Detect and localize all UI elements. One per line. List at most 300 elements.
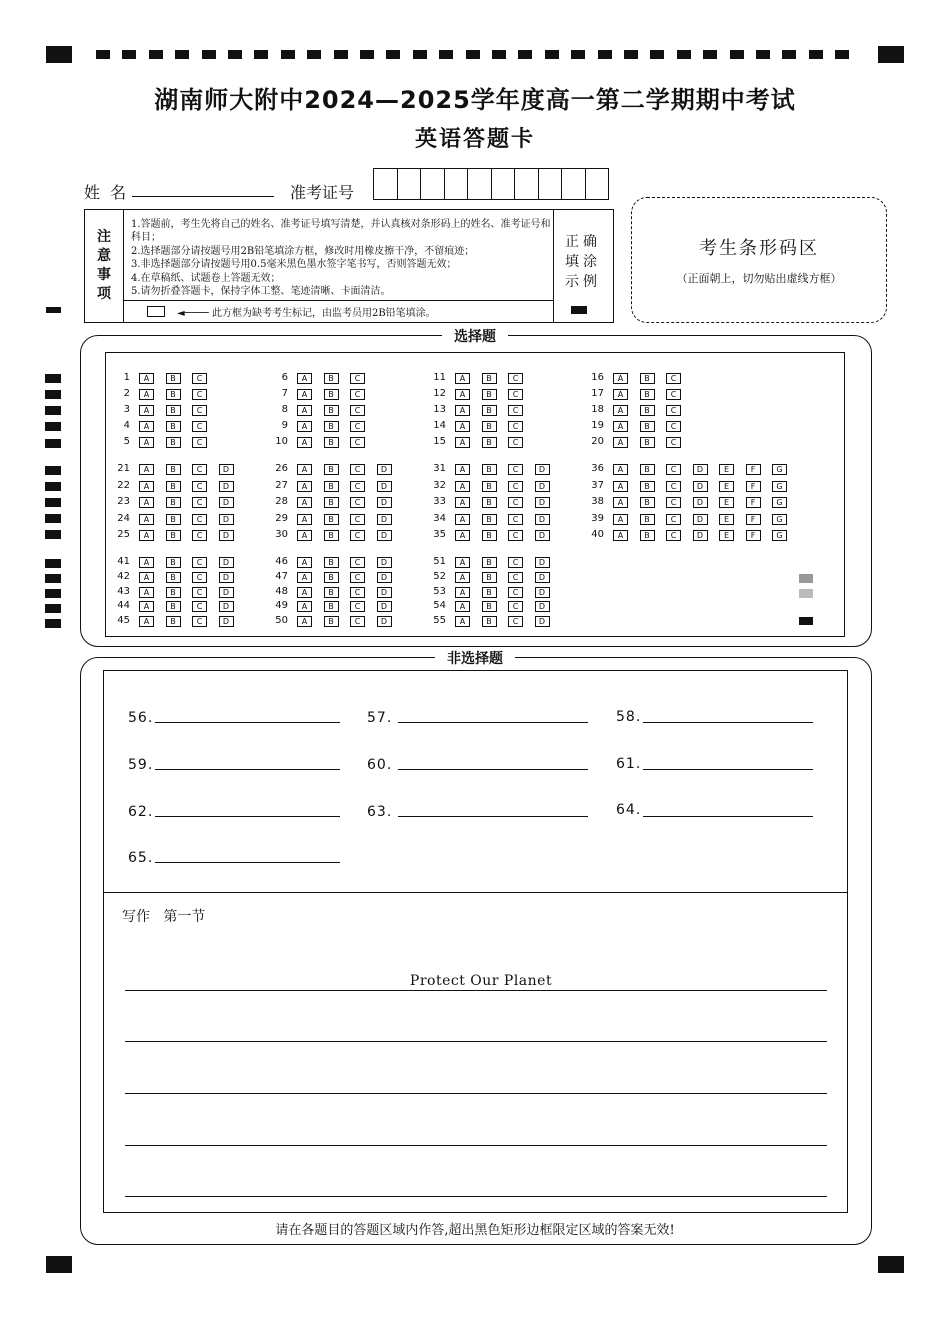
option-bubble-a[interactable]: A xyxy=(455,464,470,475)
option-bubble-a[interactable]: A xyxy=(297,437,312,448)
blank-answer-line[interactable] xyxy=(398,722,588,723)
option-bubble-a[interactable]: A xyxy=(139,464,154,475)
option-bubble-d[interactable]: D xyxy=(219,464,234,475)
option-bubble-c[interactable]: C xyxy=(350,389,365,400)
option-bubble-a[interactable]: A xyxy=(139,587,154,598)
option-bubble-a[interactable]: A xyxy=(455,389,470,400)
option-bubble-d[interactable]: D xyxy=(535,616,550,627)
option-bubble-f[interactable]: F xyxy=(746,464,761,475)
option-bubble-d[interactable]: D xyxy=(377,587,392,598)
option-bubble-b[interactable]: B xyxy=(166,389,181,400)
option-bubble-b[interactable]: B xyxy=(482,405,497,416)
option-bubble-c[interactable]: C xyxy=(666,389,681,400)
timing-mark xyxy=(466,50,480,59)
option-bubble-b[interactable]: B xyxy=(324,616,339,627)
option-bubble-b[interactable]: B xyxy=(166,421,181,432)
blank-number: 56. xyxy=(128,710,154,726)
option-bubble-b[interactable]: B xyxy=(324,421,339,432)
option-bubble-b[interactable]: B xyxy=(640,421,655,432)
notes-divider xyxy=(123,300,553,301)
option-bubble-d[interactable]: D xyxy=(219,530,234,541)
option-bubble-a[interactable]: A xyxy=(297,530,312,541)
option-bubble-a[interactable]: A xyxy=(455,587,470,598)
option-bubble-e[interactable]: E xyxy=(719,530,734,541)
question-number: 14 xyxy=(433,420,446,431)
option-bubble-g[interactable]: G xyxy=(772,530,787,541)
option-bubble-a[interactable]: A xyxy=(297,587,312,598)
blank-answer-line[interactable] xyxy=(398,816,588,817)
blank-answer-line[interactable] xyxy=(398,769,588,770)
option-bubble-c[interactable]: C xyxy=(350,587,365,598)
option-bubble-c[interactable]: C xyxy=(192,530,207,541)
note-item: 4.在草稿纸、试题卷上答题无效； xyxy=(131,272,281,284)
option-bubble-c[interactable]: C xyxy=(508,557,523,568)
option-bubble-f[interactable]: F xyxy=(746,514,761,525)
timing-mark xyxy=(45,422,61,431)
timing-mark xyxy=(228,50,242,59)
option-bubble-d[interactable]: D xyxy=(535,587,550,598)
option-bubble-b[interactable]: B xyxy=(640,464,655,475)
option-bubble-a[interactable]: A xyxy=(139,405,154,416)
option-bubble-a[interactable]: A xyxy=(455,601,470,612)
option-bubble-c[interactable]: C xyxy=(508,616,523,627)
option-bubble-c[interactable]: C xyxy=(666,421,681,432)
option-bubble-b[interactable]: B xyxy=(166,572,181,583)
option-bubble-e[interactable]: E xyxy=(719,497,734,508)
option-bubble-c[interactable]: C xyxy=(350,572,365,583)
option-bubble-c[interactable]: C xyxy=(508,437,523,448)
option-bubble-b[interactable]: B xyxy=(640,530,655,541)
question-number: 53 xyxy=(433,585,446,597)
question-number: 31 xyxy=(433,463,446,474)
option-bubble-b[interactable]: B xyxy=(324,405,339,416)
option-bubble-b[interactable]: B xyxy=(166,373,181,384)
option-bubble-f[interactable]: F xyxy=(746,530,761,541)
option-bubble-c[interactable]: C xyxy=(508,572,523,583)
timing-mark xyxy=(45,604,61,613)
option-bubble-a[interactable]: A xyxy=(455,514,470,525)
option-bubble-d[interactable]: D xyxy=(535,601,550,612)
blank-number: 65. xyxy=(128,850,154,866)
option-bubble-a[interactable]: A xyxy=(139,437,154,448)
option-bubble-b[interactable]: B xyxy=(166,557,181,568)
option-bubble-c[interactable]: C xyxy=(666,373,681,384)
question-number: 1 xyxy=(123,372,130,383)
scan-mark-gray-2 xyxy=(799,589,813,598)
option-bubble-a[interactable]: A xyxy=(139,557,154,568)
question-number: 24 xyxy=(117,512,130,524)
option-bubble-a[interactable]: A xyxy=(139,572,154,583)
option-bubble-f[interactable]: F xyxy=(746,497,761,508)
option-bubble-d[interactable]: D xyxy=(219,481,234,492)
option-bubble-b[interactable]: B xyxy=(324,481,339,492)
option-bubble-b[interactable]: B xyxy=(640,437,655,448)
blank-number: 58. xyxy=(616,709,642,725)
option-bubble-f[interactable]: F xyxy=(746,481,761,492)
option-bubble-b[interactable]: B xyxy=(482,421,497,432)
option-bubble-a[interactable]: A xyxy=(455,421,470,432)
option-bubble-c[interactable]: C xyxy=(192,587,207,598)
option-bubble-c[interactable]: C xyxy=(192,616,207,627)
option-bubble-b[interactable]: B xyxy=(640,405,655,416)
option-bubble-b[interactable]: B xyxy=(166,601,181,612)
absent-mark-box[interactable] xyxy=(147,306,165,317)
question-number: 37 xyxy=(591,479,604,491)
option-bubble-a[interactable]: A xyxy=(455,572,470,583)
option-bubble-a[interactable]: A xyxy=(139,530,154,541)
option-bubble-a[interactable]: A xyxy=(613,497,628,508)
option-bubble-a[interactable]: A xyxy=(455,616,470,627)
question-number: 23 xyxy=(117,496,130,507)
option-bubble-b[interactable]: B xyxy=(482,373,497,384)
timing-mark xyxy=(96,50,110,59)
option-bubble-d[interactable]: D xyxy=(219,514,234,525)
timing-mark xyxy=(518,50,532,59)
option-bubble-b[interactable]: B xyxy=(482,497,497,508)
option-bubble-c[interactable]: C xyxy=(508,601,523,612)
option-bubble-b[interactable]: B xyxy=(482,587,497,598)
option-bubble-a[interactable]: A xyxy=(455,373,470,384)
option-bubble-b[interactable]: B xyxy=(482,616,497,627)
option-bubble-c[interactable]: C xyxy=(350,530,365,541)
option-bubble-b[interactable]: B xyxy=(640,373,655,384)
option-bubble-a[interactable]: A xyxy=(613,437,628,448)
timing-mark xyxy=(45,619,61,628)
choice-inner-frame xyxy=(105,352,845,637)
option-bubble-a[interactable]: A xyxy=(455,557,470,568)
timing-mark xyxy=(730,50,744,59)
blank-answer-line[interactable] xyxy=(643,816,813,817)
option-bubble-d[interactable]: D xyxy=(377,572,392,583)
option-bubble-c[interactable]: C xyxy=(666,437,681,448)
writing-line[interactable] xyxy=(125,990,827,991)
option-bubble-c[interactable]: C xyxy=(192,557,207,568)
option-bubble-c[interactable]: C xyxy=(666,481,681,492)
option-bubble-c[interactable]: C xyxy=(350,373,365,384)
option-bubble-d[interactable]: D xyxy=(535,464,550,475)
timing-mark xyxy=(175,50,189,59)
notes-box xyxy=(84,209,614,323)
option-bubble-c[interactable]: C xyxy=(666,514,681,525)
option-bubble-c[interactable]: C xyxy=(508,514,523,525)
option-bubble-a[interactable]: A xyxy=(613,421,628,432)
option-bubble-b[interactable]: B xyxy=(482,572,497,583)
timing-mark xyxy=(202,50,216,59)
timing-mark xyxy=(492,50,506,59)
option-bubble-d[interactable]: D xyxy=(377,497,392,508)
option-bubble-a[interactable]: A xyxy=(297,405,312,416)
option-bubble-c[interactable]: C xyxy=(350,557,365,568)
option-bubble-b[interactable]: B xyxy=(166,514,181,525)
blank-answer-line[interactable] xyxy=(643,722,813,723)
option-bubble-d[interactable]: D xyxy=(535,530,550,541)
option-bubble-c[interactable]: C xyxy=(192,497,207,508)
question-number: 46 xyxy=(275,556,288,567)
option-bubble-a[interactable]: A xyxy=(139,421,154,432)
option-bubble-e[interactable]: E xyxy=(719,514,734,525)
name-label: 姓 名 xyxy=(84,183,127,202)
timing-mark xyxy=(756,50,770,59)
option-bubble-d[interactable]: D xyxy=(219,572,234,583)
option-bubble-d[interactable]: D xyxy=(693,481,708,492)
writing-line[interactable] xyxy=(125,1041,827,1042)
writing-line[interactable] xyxy=(125,1145,827,1146)
option-bubble-c[interactable]: C xyxy=(508,405,523,416)
option-bubble-a[interactable]: A xyxy=(455,497,470,508)
option-bubble-g[interactable]: G xyxy=(772,464,787,475)
option-bubble-d[interactable]: D xyxy=(219,601,234,612)
option-bubble-b[interactable]: B xyxy=(324,572,339,583)
option-bubble-d[interactable]: D xyxy=(219,616,234,627)
barcode-title: 考生条形码区 xyxy=(699,238,819,259)
option-bubble-b[interactable]: B xyxy=(166,481,181,492)
option-bubble-g[interactable]: G xyxy=(772,481,787,492)
timing-mark xyxy=(45,514,61,523)
question-number: 29 xyxy=(275,512,288,524)
corner-mark-bottom-left xyxy=(46,1256,72,1273)
option-bubble-a[interactable]: A xyxy=(297,421,312,432)
option-bubble-b[interactable]: B xyxy=(324,514,339,525)
question-number: 27 xyxy=(275,479,288,491)
option-bubble-b[interactable]: B xyxy=(166,530,181,541)
option-bubble-c[interactable]: C xyxy=(350,421,365,432)
option-bubble-b[interactable]: B xyxy=(482,514,497,525)
option-bubble-e[interactable]: E xyxy=(719,464,734,475)
option-bubble-a[interactable]: A xyxy=(139,601,154,612)
option-bubble-c[interactable]: C xyxy=(192,481,207,492)
option-bubble-c[interactable]: C xyxy=(350,497,365,508)
option-bubble-c[interactable]: C xyxy=(508,421,523,432)
option-bubble-a[interactable]: A xyxy=(297,497,312,508)
writing-line[interactable] xyxy=(125,1196,827,1197)
option-bubble-a[interactable]: A xyxy=(455,530,470,541)
option-bubble-a[interactable]: A xyxy=(297,389,312,400)
option-bubble-d[interactable]: D xyxy=(219,587,234,598)
option-bubble-d[interactable]: D xyxy=(535,514,550,525)
option-bubble-d[interactable]: D xyxy=(377,481,392,492)
question-number: 9 xyxy=(281,420,288,431)
question-number: 43 xyxy=(117,585,130,597)
option-bubble-b[interactable]: B xyxy=(640,481,655,492)
option-bubble-d[interactable]: D xyxy=(535,557,550,568)
option-bubble-a[interactable]: A xyxy=(139,514,154,525)
option-bubble-c[interactable]: C xyxy=(350,601,365,612)
option-bubble-a[interactable]: A xyxy=(455,405,470,416)
option-bubble-b[interactable]: B xyxy=(482,481,497,492)
option-bubble-c[interactable]: C xyxy=(350,616,365,627)
option-bubble-c[interactable]: C xyxy=(508,530,523,541)
option-bubble-d[interactable]: D xyxy=(535,497,550,508)
option-bubble-a[interactable]: A xyxy=(297,481,312,492)
option-bubble-c[interactable]: C xyxy=(666,405,681,416)
timing-mark xyxy=(45,466,61,475)
option-bubble-a[interactable]: A xyxy=(297,572,312,583)
option-bubble-b[interactable]: B xyxy=(640,497,655,508)
option-bubble-b[interactable]: B xyxy=(482,601,497,612)
option-bubble-b[interactable]: B xyxy=(482,530,497,541)
blank-answer-line[interactable] xyxy=(643,769,813,770)
option-bubble-a[interactable]: A xyxy=(613,464,628,475)
option-bubble-d[interactable]: D xyxy=(377,601,392,612)
option-bubble-a[interactable]: A xyxy=(297,616,312,627)
option-bubble-a[interactable]: A xyxy=(455,437,470,448)
question-number: 5 xyxy=(123,436,130,447)
option-bubble-a[interactable]: A xyxy=(139,616,154,627)
option-bubble-d[interactable]: D xyxy=(693,497,708,508)
nonchoice-inner-frame xyxy=(103,670,848,1213)
correct-fill-example xyxy=(571,306,587,314)
option-bubble-a[interactable]: A xyxy=(613,405,628,416)
option-bubble-c[interactable]: C xyxy=(350,464,365,475)
option-bubble-a[interactable]: A xyxy=(297,514,312,525)
correct-fill-label: 正确填涂示例 xyxy=(565,234,601,290)
note-item: 2.选择题部分请按题号用2B铅笔填涂方框，修改时用橡皮擦干净，不留痕迹； xyxy=(131,245,475,257)
option-bubble-c[interactable]: C xyxy=(192,437,207,448)
option-bubble-e[interactable]: E xyxy=(719,481,734,492)
option-bubble-c[interactable]: C xyxy=(350,405,365,416)
option-bubble-c[interactable]: C xyxy=(508,587,523,598)
exam-id-grid[interactable] xyxy=(373,168,609,200)
timing-mark xyxy=(624,50,638,59)
question-number: 49 xyxy=(275,600,288,612)
option-bubble-b[interactable]: B xyxy=(324,464,339,475)
option-bubble-c[interactable]: C xyxy=(508,373,523,384)
option-bubble-c[interactable]: C xyxy=(192,405,207,416)
option-bubble-c[interactable]: C xyxy=(350,437,365,448)
option-bubble-b[interactable]: B xyxy=(324,373,339,384)
question-number: 35 xyxy=(433,529,446,540)
option-bubble-b[interactable]: B xyxy=(166,437,181,448)
option-bubble-d[interactable]: D xyxy=(377,514,392,525)
option-bubble-b[interactable]: B xyxy=(324,557,339,568)
option-bubble-d[interactable]: D xyxy=(377,557,392,568)
option-bubble-g[interactable]: G xyxy=(772,514,787,525)
option-bubble-d[interactable]: D xyxy=(219,497,234,508)
option-bubble-c[interactable]: C xyxy=(192,373,207,384)
option-bubble-c[interactable]: C xyxy=(666,464,681,475)
corner-mark-top-left xyxy=(46,46,72,63)
option-bubble-g[interactable]: G xyxy=(772,497,787,508)
option-bubble-b[interactable]: B xyxy=(640,389,655,400)
timing-mark xyxy=(122,50,136,59)
blank-answer-line[interactable] xyxy=(155,769,340,770)
option-bubble-a[interactable]: A xyxy=(613,530,628,541)
option-bubble-c[interactable]: C xyxy=(508,464,523,475)
timing-mark xyxy=(46,307,61,313)
timing-mark xyxy=(386,50,400,59)
option-bubble-b[interactable]: B xyxy=(166,464,181,475)
option-bubble-a[interactable]: A xyxy=(613,389,628,400)
question-number: 19 xyxy=(591,420,604,431)
option-bubble-a[interactable]: A xyxy=(613,373,628,384)
option-bubble-d[interactable]: D xyxy=(535,481,550,492)
question-number: 47 xyxy=(275,570,288,582)
corner-mark-top-right xyxy=(878,46,904,63)
option-bubble-c[interactable]: C xyxy=(192,421,207,432)
option-bubble-a[interactable]: A xyxy=(297,373,312,384)
writing-title: Protect Our Planet xyxy=(409,973,553,989)
option-bubble-a[interactable]: A xyxy=(613,481,628,492)
timing-mark xyxy=(703,50,717,59)
question-number: 15 xyxy=(433,436,446,447)
option-bubble-c[interactable]: C xyxy=(192,572,207,583)
option-bubble-a[interactable]: A xyxy=(297,601,312,612)
option-bubble-d[interactable]: D xyxy=(693,530,708,541)
question-number: 54 xyxy=(433,600,446,612)
option-bubble-b[interactable]: B xyxy=(324,497,339,508)
option-bubble-c[interactable]: C xyxy=(350,481,365,492)
option-bubble-c[interactable]: C xyxy=(192,601,207,612)
option-bubble-d[interactable]: D xyxy=(377,464,392,475)
option-bubble-b[interactable]: B xyxy=(482,437,497,448)
blank-answer-line[interactable] xyxy=(155,722,340,723)
question-number: 41 xyxy=(117,556,130,567)
timing-mark xyxy=(809,50,823,59)
option-bubble-b[interactable]: B xyxy=(166,405,181,416)
option-bubble-b[interactable]: B xyxy=(482,464,497,475)
option-bubble-c[interactable]: C xyxy=(508,481,523,492)
option-bubble-c[interactable]: C xyxy=(192,464,207,475)
option-bubble-b[interactable]: B xyxy=(324,601,339,612)
blank-answer-line[interactable] xyxy=(155,862,340,863)
option-bubble-c[interactable]: C xyxy=(508,497,523,508)
timing-mark xyxy=(413,50,427,59)
option-bubble-d[interactable]: D xyxy=(377,530,392,541)
option-bubble-a[interactable]: A xyxy=(613,514,628,525)
option-bubble-a[interactable]: A xyxy=(139,389,154,400)
option-bubble-a[interactable]: A xyxy=(139,373,154,384)
option-bubble-b[interactable]: B xyxy=(482,557,497,568)
option-bubble-c[interactable]: C xyxy=(350,514,365,525)
writing-line[interactable] xyxy=(125,1093,827,1094)
option-bubble-d[interactable]: D xyxy=(535,572,550,583)
option-bubble-b[interactable]: B xyxy=(166,497,181,508)
exam-id-label: 准考证号 xyxy=(290,183,355,202)
option-bubble-c[interactable]: C xyxy=(666,530,681,541)
option-bubble-b[interactable]: B xyxy=(324,389,339,400)
option-bubble-a[interactable]: A xyxy=(139,497,154,508)
option-bubble-b[interactable]: B xyxy=(324,587,339,598)
option-bubble-b[interactable]: B xyxy=(640,514,655,525)
option-bubble-b[interactable]: B xyxy=(166,616,181,627)
question-number: 28 xyxy=(275,496,288,507)
option-bubble-a[interactable]: A xyxy=(139,481,154,492)
option-bubble-a[interactable]: A xyxy=(297,464,312,475)
name-field[interactable] xyxy=(132,196,274,197)
option-bubble-b[interactable]: B xyxy=(324,437,339,448)
option-bubble-c[interactable]: C xyxy=(666,497,681,508)
note-item: 3.非选择题部分请按题号用0.5毫米黑色墨水签字笔书写，否则答题无效； xyxy=(131,259,457,271)
option-bubble-a[interactable]: A xyxy=(297,557,312,568)
question-number: 3 xyxy=(123,404,130,415)
option-bubble-c[interactable]: C xyxy=(192,389,207,400)
question-number: 7 xyxy=(281,388,288,399)
option-bubble-d[interactable]: D xyxy=(693,464,708,475)
option-bubble-c[interactable]: C xyxy=(508,389,523,400)
option-bubble-d[interactable]: D xyxy=(693,514,708,525)
option-bubble-b[interactable]: B xyxy=(482,389,497,400)
option-bubble-a[interactable]: A xyxy=(455,481,470,492)
timing-mark xyxy=(45,482,61,491)
option-bubble-d[interactable]: D xyxy=(219,557,234,568)
option-bubble-b[interactable]: B xyxy=(166,587,181,598)
option-bubble-c[interactable]: C xyxy=(192,514,207,525)
blank-answer-line[interactable] xyxy=(155,816,340,817)
barcode-area xyxy=(631,197,887,323)
option-bubble-d[interactable]: D xyxy=(377,616,392,627)
timing-mark xyxy=(677,50,691,59)
option-bubble-b[interactable]: B xyxy=(324,530,339,541)
